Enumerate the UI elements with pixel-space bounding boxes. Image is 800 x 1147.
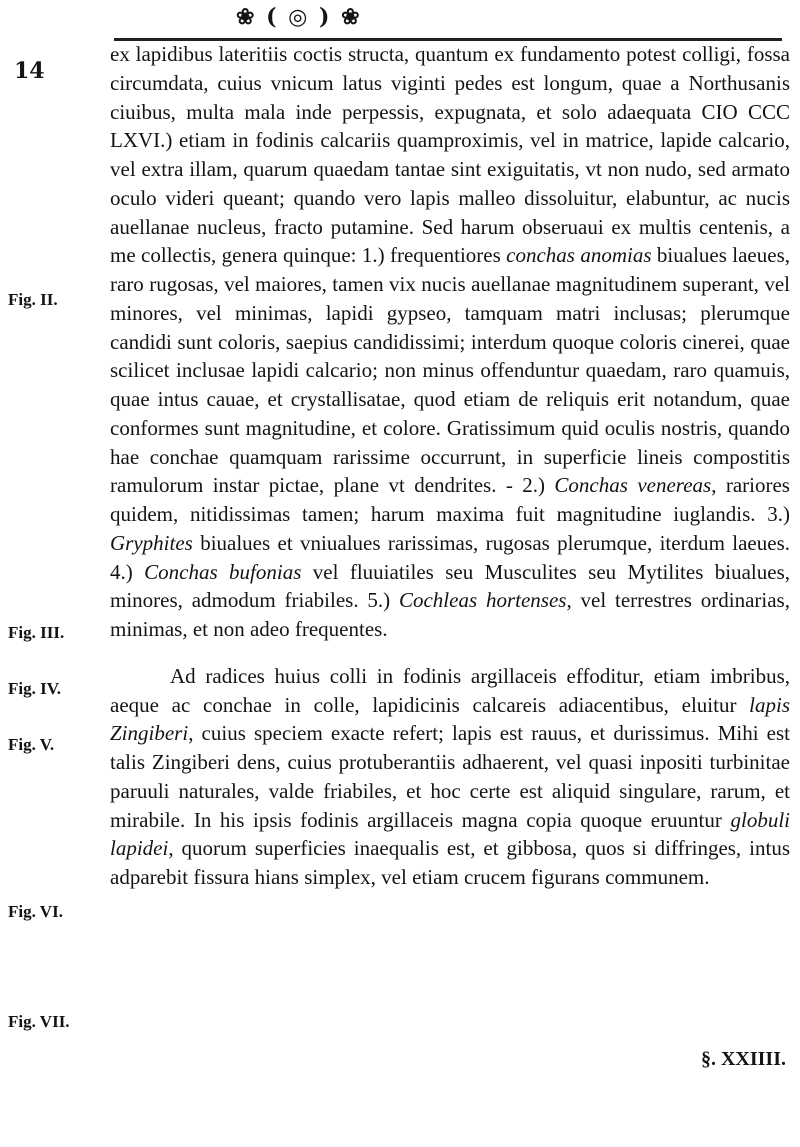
- paragraph-1-text: , vel terrestres ordinarias, minimas, et non adeo frequentes.: [110, 588, 790, 641]
- paragraph-1-text: biualues laeues, raro rugosas, vel maiores, tamen vix nucis auellanae magnitudinem superant, vel minores, vel minimas, lapidi gypseo, tamquam matri inclusas; plerumque candidi sunt coloris, saepius candidissimi; interdum quoque coloris cinerei, quae scilicet inclusae lapidi calcario; non minus offenduntur quaedam, raro quamuis, quae intus cauae, et crystallisatae, quod etiam de reliquis erit notandum, quae conformes sunt magnitudine, et colore. Gratissimum quid oculis nostris, quando hae conchae quamquam rarissime occurrunt, in superficie lineis compostitis ramulorum instar pictae, plane vt dendrites. - 2.): [110, 243, 790, 498]
- margin-note-fig-6: Fig. VI.: [8, 902, 63, 921]
- page-number: 14: [14, 58, 45, 84]
- header-ornament: ❀ ( ◎ ) ❀: [236, 4, 362, 30]
- italic-term: lapis Zingiberi: [110, 692, 790, 746]
- paragraph-1-text: vel fluuiatiles seu Musculites seu Mytilites biualues, minores, admodum friabiles. 5.): [110, 559, 791, 613]
- margin-note-fig-3: Fig. III.: [8, 623, 65, 642]
- section-sign: §. XXIIII.: [700, 1048, 786, 1070]
- paragraph-1: [110, 40, 790, 644]
- paragraph-2-text: , cuius speciem exacte refert; lapis est rauus, et durissimus. Mihi est talis Zingiberi dens, cuius protuberantiis adhaerent, vel quasi inpositi turbinitae paruuli naturales, valde friabiles, et hoc certe est aliquid singulare, rarum, et mirabile. In his ipsis fodinis argillaceis magna copia quoque eruuntur: [110, 721, 790, 832]
- italic-term: conchas anomias: [506, 243, 652, 268]
- paragraph-2: [110, 662, 790, 892]
- italic-term: Gryphites: [110, 530, 193, 555]
- body-text: [110, 40, 790, 892]
- paragraph-1-text: biualues et vniualues rarissimas, rugosas plerumque, iterdum laeues. 4.): [110, 530, 790, 584]
- italic-term: Conchas bufonias: [144, 559, 302, 584]
- paragraph-2-text: Ad radices huius colli in fodinis argillaceis effoditur, etiam imbribus, aeque ac conchae in colle, lapidicinis calcareis adiacentibus, eluitur: [110, 663, 790, 717]
- italic-term: globuli lapidei: [110, 807, 790, 861]
- margin-note-fig-5: Fig. V.: [8, 735, 55, 754]
- italic-term: Cochleas hortenses: [398, 588, 567, 613]
- margin-note-fig-7: Fig. VII.: [8, 1012, 70, 1031]
- paragraph-2-text: , quorum superficies inaequalis est, et gibbosa, quos si diffringes, intus adparebit fissura hians simplex, vel etiam crucem figurans communem.: [110, 836, 790, 889]
- page-header: [14, 4, 784, 84]
- margin-note-fig-2: Fig. II.: [8, 290, 58, 309]
- paragraph-1-text: ex lapidibus lateritiis coctis structa, quantum ex fundamento potest colligi, fossa circumdata, cuius vnicum latus viginti pedes est longum, quae a Northusanis ciuibus, multa mala inde perpessis, expugnata, et solo adaequata CIO CCC LXVI.) etiam in fodinis calcariis quamproximis, vel in matrice, lapide calcario, vel extra illam, quarum quaedam tantae sint exiguitatis, vt non nudo, sed armato oculo videri queant; quando vero lapis malleo dissoluitur, elabuntur, ac nucis auellanae nucleus, fracto putamine. Sed harum obseruaui ex multis centenis, a me collectis, genera quinque: 1.) frequentiores: [110, 42, 790, 268]
- italic-term: Conchas venereas: [554, 473, 712, 498]
- margin-note-fig-4: Fig. IV.: [8, 679, 62, 698]
- paragraph-1-text: , rariores quidem, nitidissimas tamen; harum maxima fuit magnitudine iuglandis. 3.): [110, 473, 790, 526]
